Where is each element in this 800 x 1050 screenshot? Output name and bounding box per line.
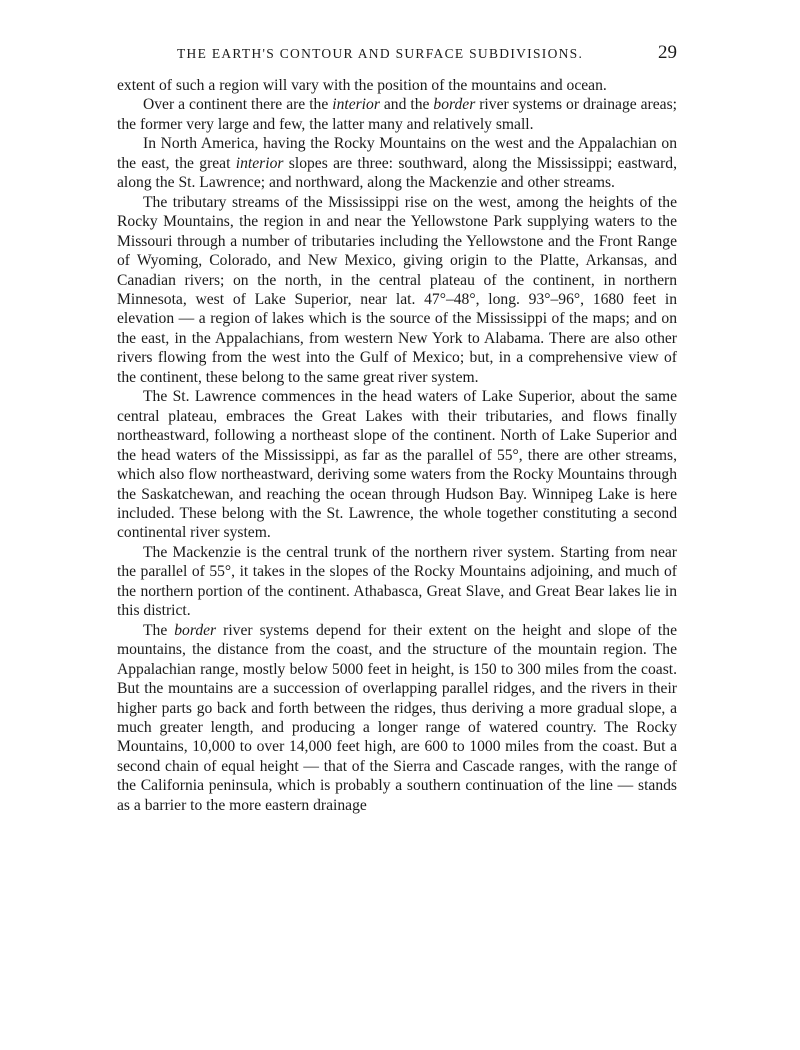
book-page	[117, 40, 677, 815]
text-span: The	[143, 621, 175, 639]
paragraph-st-lawrence	[117, 387, 677, 543]
italic-term: interior	[332, 96, 380, 114]
running-head	[117, 40, 677, 66]
page-number: 29	[658, 42, 677, 63]
paragraph-mississippi	[117, 193, 677, 388]
paragraph-mackenzie	[117, 543, 677, 621]
text-span: In North America, having the Rocky Mountains on the west and the Appalachian on the east, the great	[117, 135, 677, 172]
italic-term: border	[174, 621, 217, 639]
text-span: river systems or drainage areas; the former very large and few, the latter many and relatively small.	[117, 96, 677, 133]
running-title: THE EARTH'S CONTOUR AND SURFACE SUBDIVISIONS.	[177, 46, 584, 61]
paragraph-border-systems	[117, 621, 677, 816]
text-span: and the	[379, 96, 434, 114]
paragraph-north-america	[117, 134, 677, 192]
text-span: extent of such a region will vary with the position of the mountains and ocean.	[117, 77, 607, 94]
text-span: The St. Lawrence commences in the head waters of Lake Superior, about the same central plateau, embraces the Great Lakes with their tributaries, and flows finally northeastward, following a northeast slope of the continent. North of Lake Superior and the head waters of the Mississippi, as far as the parallel of 55°, there are other streams, which also flow northeastward, deriving some waters from the Rocky Mountains through the Saskatchewan, and reaching the ocean through Hudson Bay. Winnipeg Lake is here included. These belong with the St. Lawrence, the whole together constituting a second continental river system.	[117, 388, 677, 542]
body-text	[117, 76, 677, 815]
paragraph-interior-border	[117, 95, 677, 134]
text-span: The tributary streams of the Mississippi rise on the west, among the heights of the Rocky Mountains, the region in and near the Yellowstone Park supplying waters to the Missouri through a number of tributaries including the Yellowstone and the Front Range of Wyoming, Colorado, and New Mexico, giving origin to the Platte, Arkansas, and Canadian rivers; on the north, in the central plateau of the continent, in northern Minnesota, west of Lake Superior, near lat. 47°–48°, long. 93°–96°, 1680 feet in elevation — a region of lakes which is the source of the Mississippi of the maps; and on the east, in the Appalachians, from western New York to Alabama. There are also other rivers flowing from the west into the Gulf of Mexico; but, in a comprehensive view of the continent, these belong to the same great river system.	[117, 193, 677, 386]
italic-term: border	[433, 96, 476, 114]
text-span: The Mackenzie is the central trunk of the northern river system. Starting from near the parallel of 55°, it takes in the slopes of the Rocky Mountains adjoining, and much of the northern portion of the continent. Athabasca, Great Slave, and Great Bear lakes lie in this district.	[117, 543, 677, 620]
paragraph-continuation	[117, 76, 677, 95]
italic-term: interior	[235, 154, 284, 172]
text-span: slopes are three: southward, along the Mississippi; eastward, along the St. Lawrence; and northward, along the Mackenzie and other streams.	[117, 154, 677, 192]
text-span: Over a continent there are the	[143, 96, 333, 114]
text-span: river systems depend for their extent on the height and slope of the mountains, the distance from the coast, and the structure of the mountain region. The Appalachian range, mostly below 5000 feet in height, is 150 to 300 miles from the coast. But the mountains are a succession of overlapping parallel ridges, and the rivers in their higher parts go back and forth between the ridges, thus deriving a more gradual slope, a much greater length, and producing a longer range of watered country. The Rocky Mountains, 10,000 to over 14,000 feet high, are 600 to 1000 miles from the coast. But a second chain of equal height — that of the Sierra and Cascade ranges, with the range of the California peninsula, which is probably a southern continuation of the line — stands as a barrier to the more eastern drainage	[117, 621, 677, 814]
